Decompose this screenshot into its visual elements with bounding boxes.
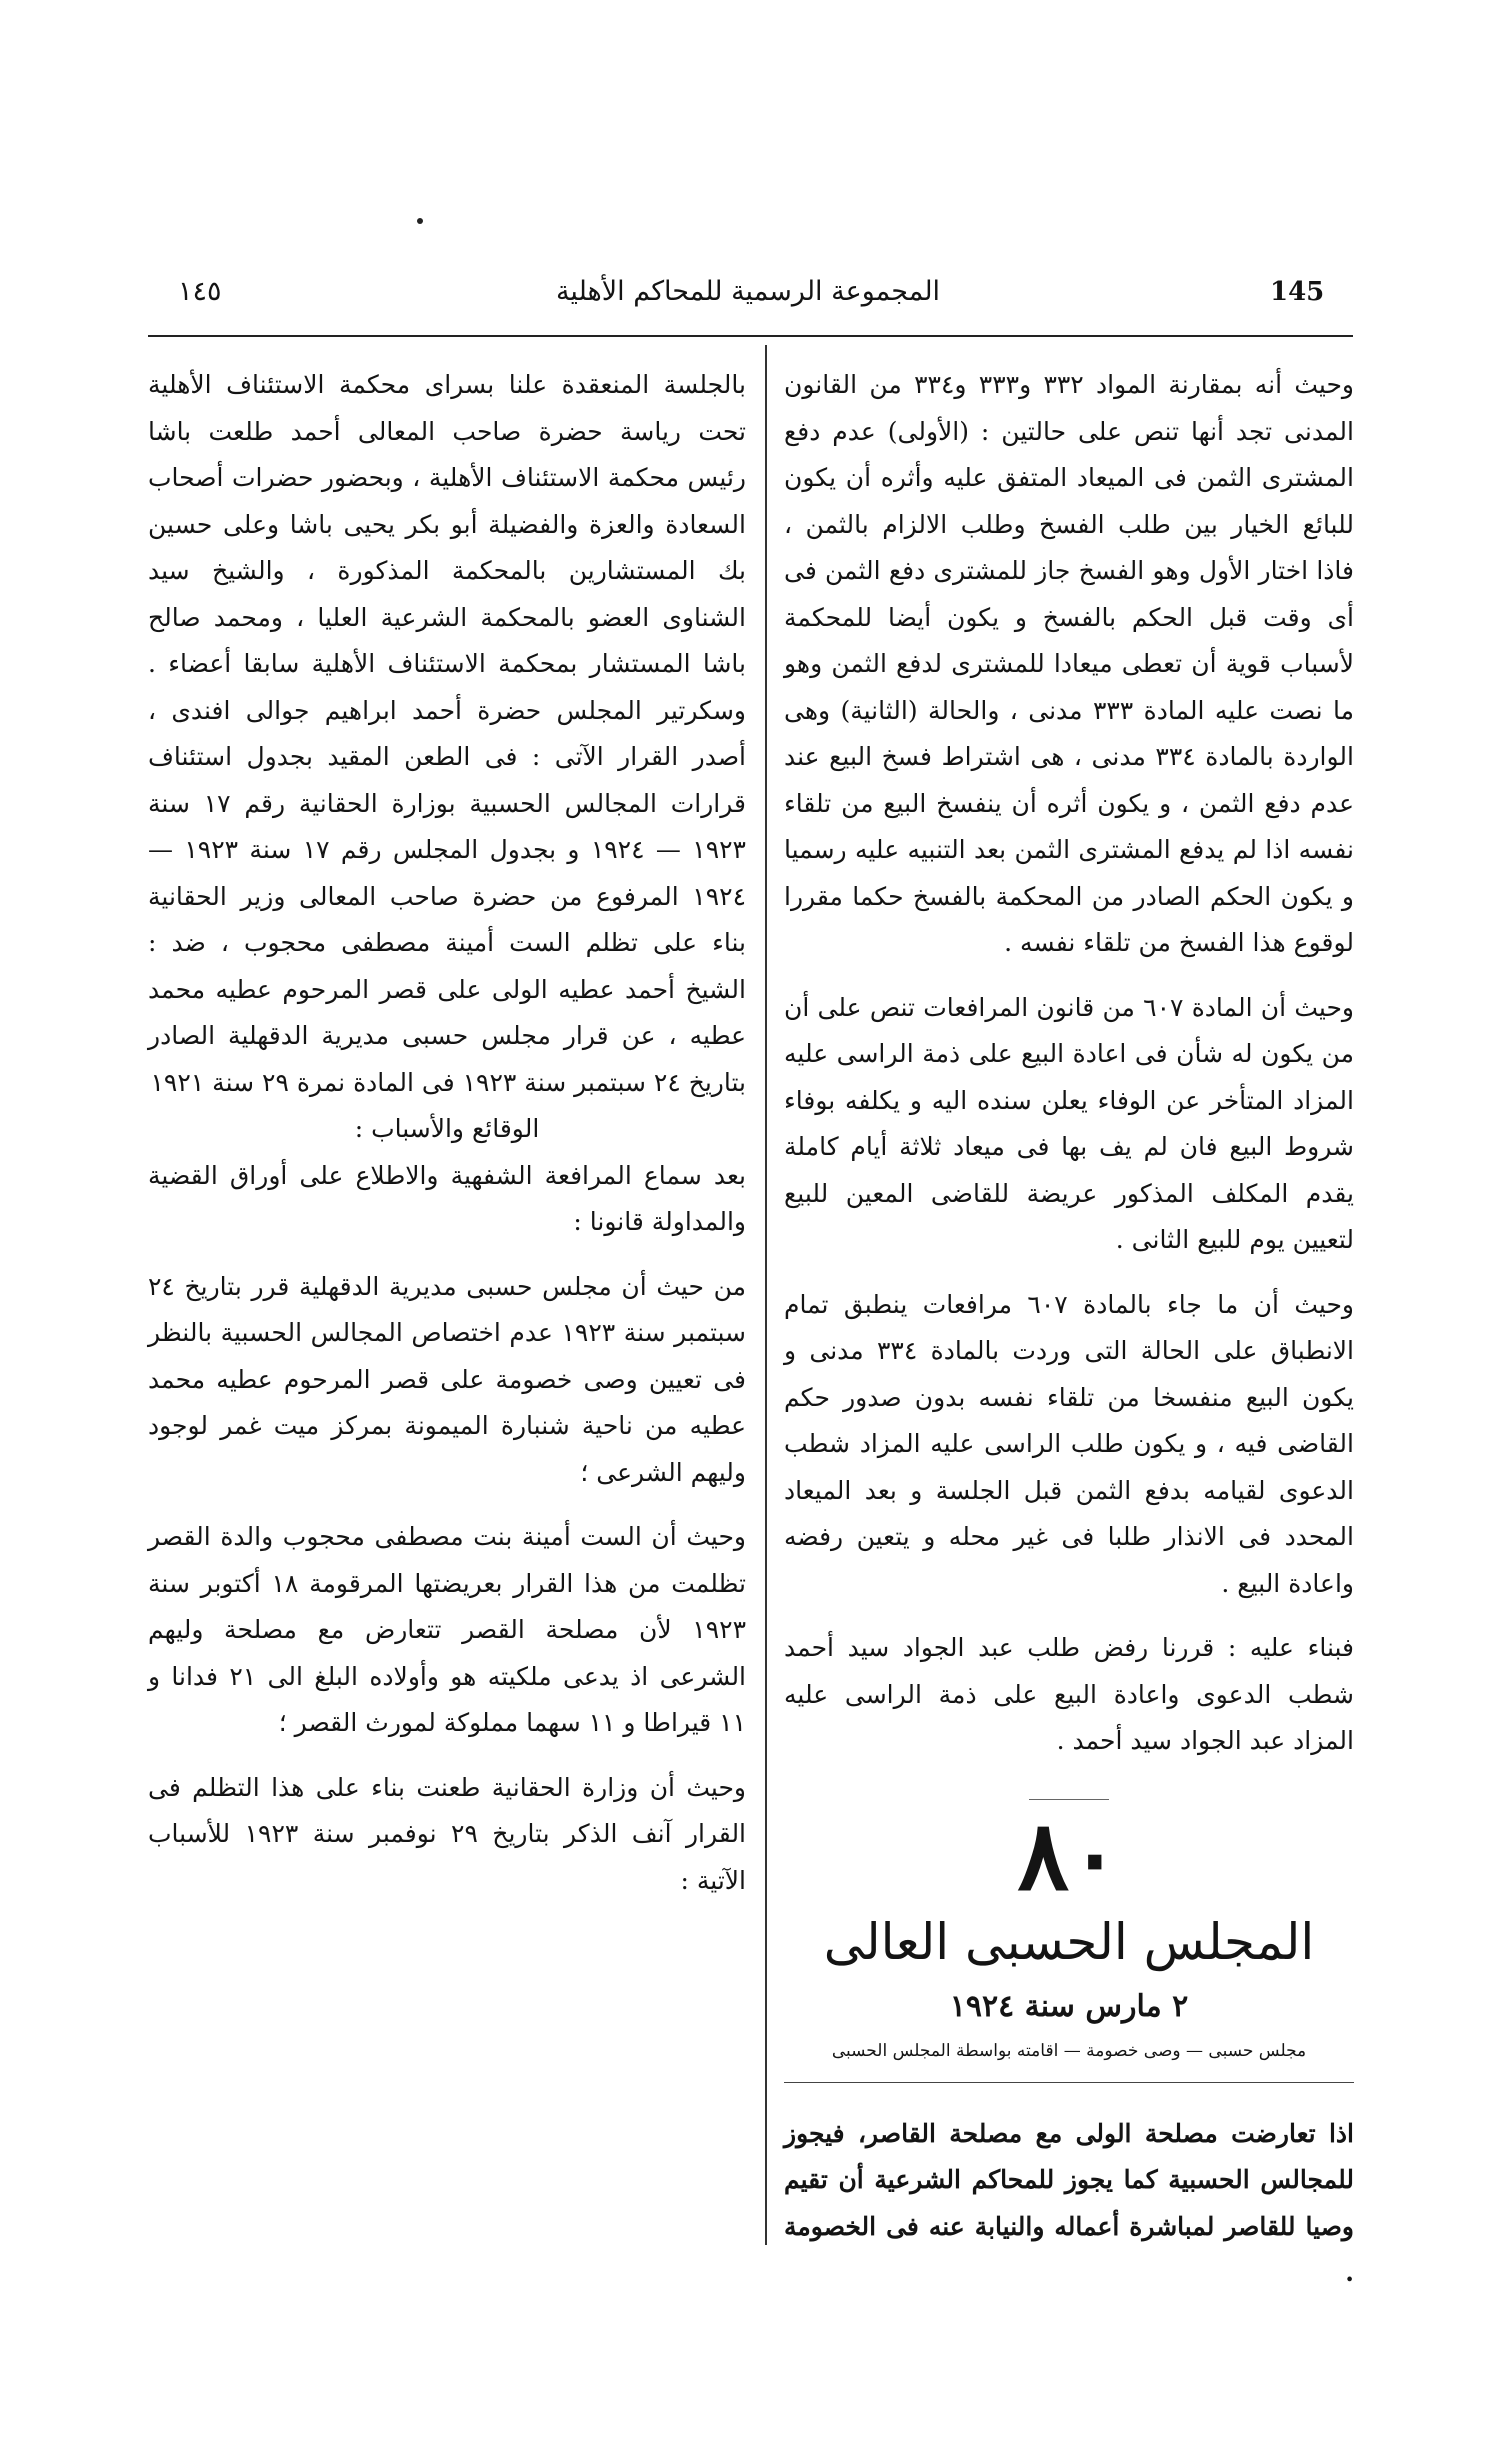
speck-mark [417, 218, 423, 224]
court-name: المجلس الحسبى العالى [823, 1912, 1315, 1971]
paragraph: من حيث أن مجلس حسبى مديرية الدقهلية قرر بتاريخ ٢٤ سبتمبر سنة ١٩٢٣ عدم اختصاص المجالس الحسبية بالنظر فى تعيين وصى خصومة على قصر المرحوم عطيه محمد عطيه من ناحية شنبارة الميمونة بمركز ميت غمر لوجود وليهم الشرعى ؛ [148, 1271, 746, 1487]
right-column [784, 362, 1354, 2297]
paragraph: وحيث أن ما جاء بالمادة ٦٠٧ مرافعات ينطبق تمام الانطباق على الحالة التى وردت بالمادة ٣٣٤ مدنى و يكون البيع منفسخا من تلقاء نفسه بدون صدور حكم القاضى فيه ، و يكون طلب الراسى عليه المزاد شطب الدعوى لقيامه بدفع الثمن قبل الجلسة و بعد الميعاد المحدد فى الانذار طلبا فى غير محله و يتعين رفضه واعادة البيع . [784, 1289, 1354, 1598]
ruling-paragraph: فبناء عليه : قررنا رفض طلب عبد الجواد سيد أحمد شطب الدعوى واعادة البيع على ذمة الراسى عليه المزاد عبد الجواد سيد أحمد . [784, 1633, 1354, 1755]
paragraph: بالجلسة المنعقدة علنا بسراى محكمة الاستئناف الأهلية تحت رياسة حضرة صاحب المعالى أحمد طلعت باشا رئيس محكمة الاستئناف الأهلية ، وبحضور حضرات أصحاب السعادة والعزة والفضيلة أبو بكر يحيى باشا وعلى حسين بك المستشارين بالمحكمة المذكورة ، والشيخ سيد الشناوى العضو بالمحكمة الشرعية العليا ، ومحمد صالح باشا المستشار بمحكمة الاستئناف الأهلية سابقا أعضاء . وسكرتير المجلس حضرة أحمد ابراهيم جوالى افندى ، أصدر القرار الآتى : فى الطعن المقيد بجدول استئناف قرارات المجالس الحسبية بوزارة الحقانية رقم ١٧ سنة ١٩٢٣ — ١٩٢٤ و بجدول المجلس رقم ١٧ سنة ١٩٢٣ — ١٩٢٤ المرفوع من حضرة صاحب المعالى وزير الحقانية بناء على تظلم الست أمينة مصطفى محجوب ، ضد : الشيخ أحمد عطيه الولى على قصر المرحوم عطيه محمد عطيه ، عن قرار مجلس حسبى مديرية الدقهلية الصادر بتاريخ ٢٤ سبتمبر سنة ١٩٢٣ فى المادة نمرة ٢٩ سنة ١٩٢١ [148, 370, 746, 1097]
keywords-rule [784, 2082, 1354, 2083]
column-divider [765, 345, 767, 2245]
header-rule [148, 335, 1353, 337]
paragraph: وحيث أن الست أمينة بنت مصطفى محجوب والدة القصر تظلمت من هذا القرار بعريضتها المرقومة ١٨ أكتوبر سنة ١٩٢٣ لأن مصلحة القصر تتعارض مع مصلحة وليهم الشرعى اذ يدعى ملكيته هو وأولاده البلغ الى ٢١ فدانا و ١١ قيراطا و ١١ سهما مملوكة لمورث القصر ؛ [148, 1522, 747, 1737]
running-title: المجموعة الرسمية للمحاكم الأهلية [555, 276, 941, 307]
left-column [148, 362, 746, 1904]
paragraph: وحيث أن المادة ٦٠٧ من قانون المرافعات تنص على أن من يكون له شأن فى اعادة البيع على ذمة الراسى عليه المزاد المتأخر عن الوفاء يعلن سنده اليه و يكلفه بوفاء شروط البيع فان لم يف بها فى ميعاد ثلاثة أيام كاملة يقدم المكلف المذكور عريضة للقاضى المعين للبيع لتعيين يوم للبيع الثانى . [784, 992, 1354, 1254]
paragraph: وحيث أن وزارة الحقانية طعنت بناء على هذا التظلم فى القرار آنف الذكر بتاريخ ٢٩ نوفمبر سنة ١٩٢٣ للأسباب الآتية : [148, 1772, 747, 1895]
decision-date: ٢ مارس سنة ١٩٢٤ [949, 1988, 1189, 2024]
page-number-arabic: ١٤٥ [178, 276, 222, 307]
legal-principle: اذا تعارضت مصلحة الولى مع مصلحة القاصر، فيجوز للمجالس الحسبية كما يجوز للمحاكم الشرعية أن تقيم وصيا للقاصر لمباشرة أعماله والنيابة عنه فى الخصومة . [784, 2118, 1354, 2287]
paragraph: وحيث أنه بمقارنة المواد ٣٣٢ و٣٣٣ و٣٣٤ من القانون المدنى تجد أنها تنص على حالتين : (الأولى) عدم دفع المشترى الثمن فى الميعاد المتفق عليه وأثره أن يكون للبائع الخيار بين طلب الفسخ وطلب الالزام بالثمن ، فاذا اختار الأول وهو الفسخ جاز للمشترى دفع الثمن فى أى وقت قبل الحكم بالفسخ و يكون أيضا للمحكمة لأسباب قوية أن تعطى ميعادا للمشترى لدفع الثمن وهو ما نصت عليه المادة ٣٣٣ مدنى ، والحالة (الثانية) وهى الواردة بالمادة ٣٣٤ مدنى ، هى اشتراط فسخ البيع عند عدم دفع الثمن ، و يكون أثره أن ينفسخ البيع من تلقاء نفسه اذا لم يدفع المشترى الثمن بعد التنبيه عليه رسميا و يكون الحكم الصادر من المحكمة بالفسخ حكما مقررا لوقوع هذا الفسخ من تلقاء نفسه . [784, 370, 1354, 957]
keywords: مجلس حسبى — وصى خصومة — اقامته بواسطة المجلس الحسبى [831, 2040, 1307, 2061]
case-number: ٨٠ [1017, 1798, 1121, 1912]
page-number-latin: 145 [1270, 277, 1325, 307]
section-heading: الوقائع والأسباب : [354, 1114, 540, 1143]
paragraph: بعد سماع المرافعة الشفهية والاطلاع على أوراق القضية والمداولة قانونا : [148, 1160, 746, 1236]
